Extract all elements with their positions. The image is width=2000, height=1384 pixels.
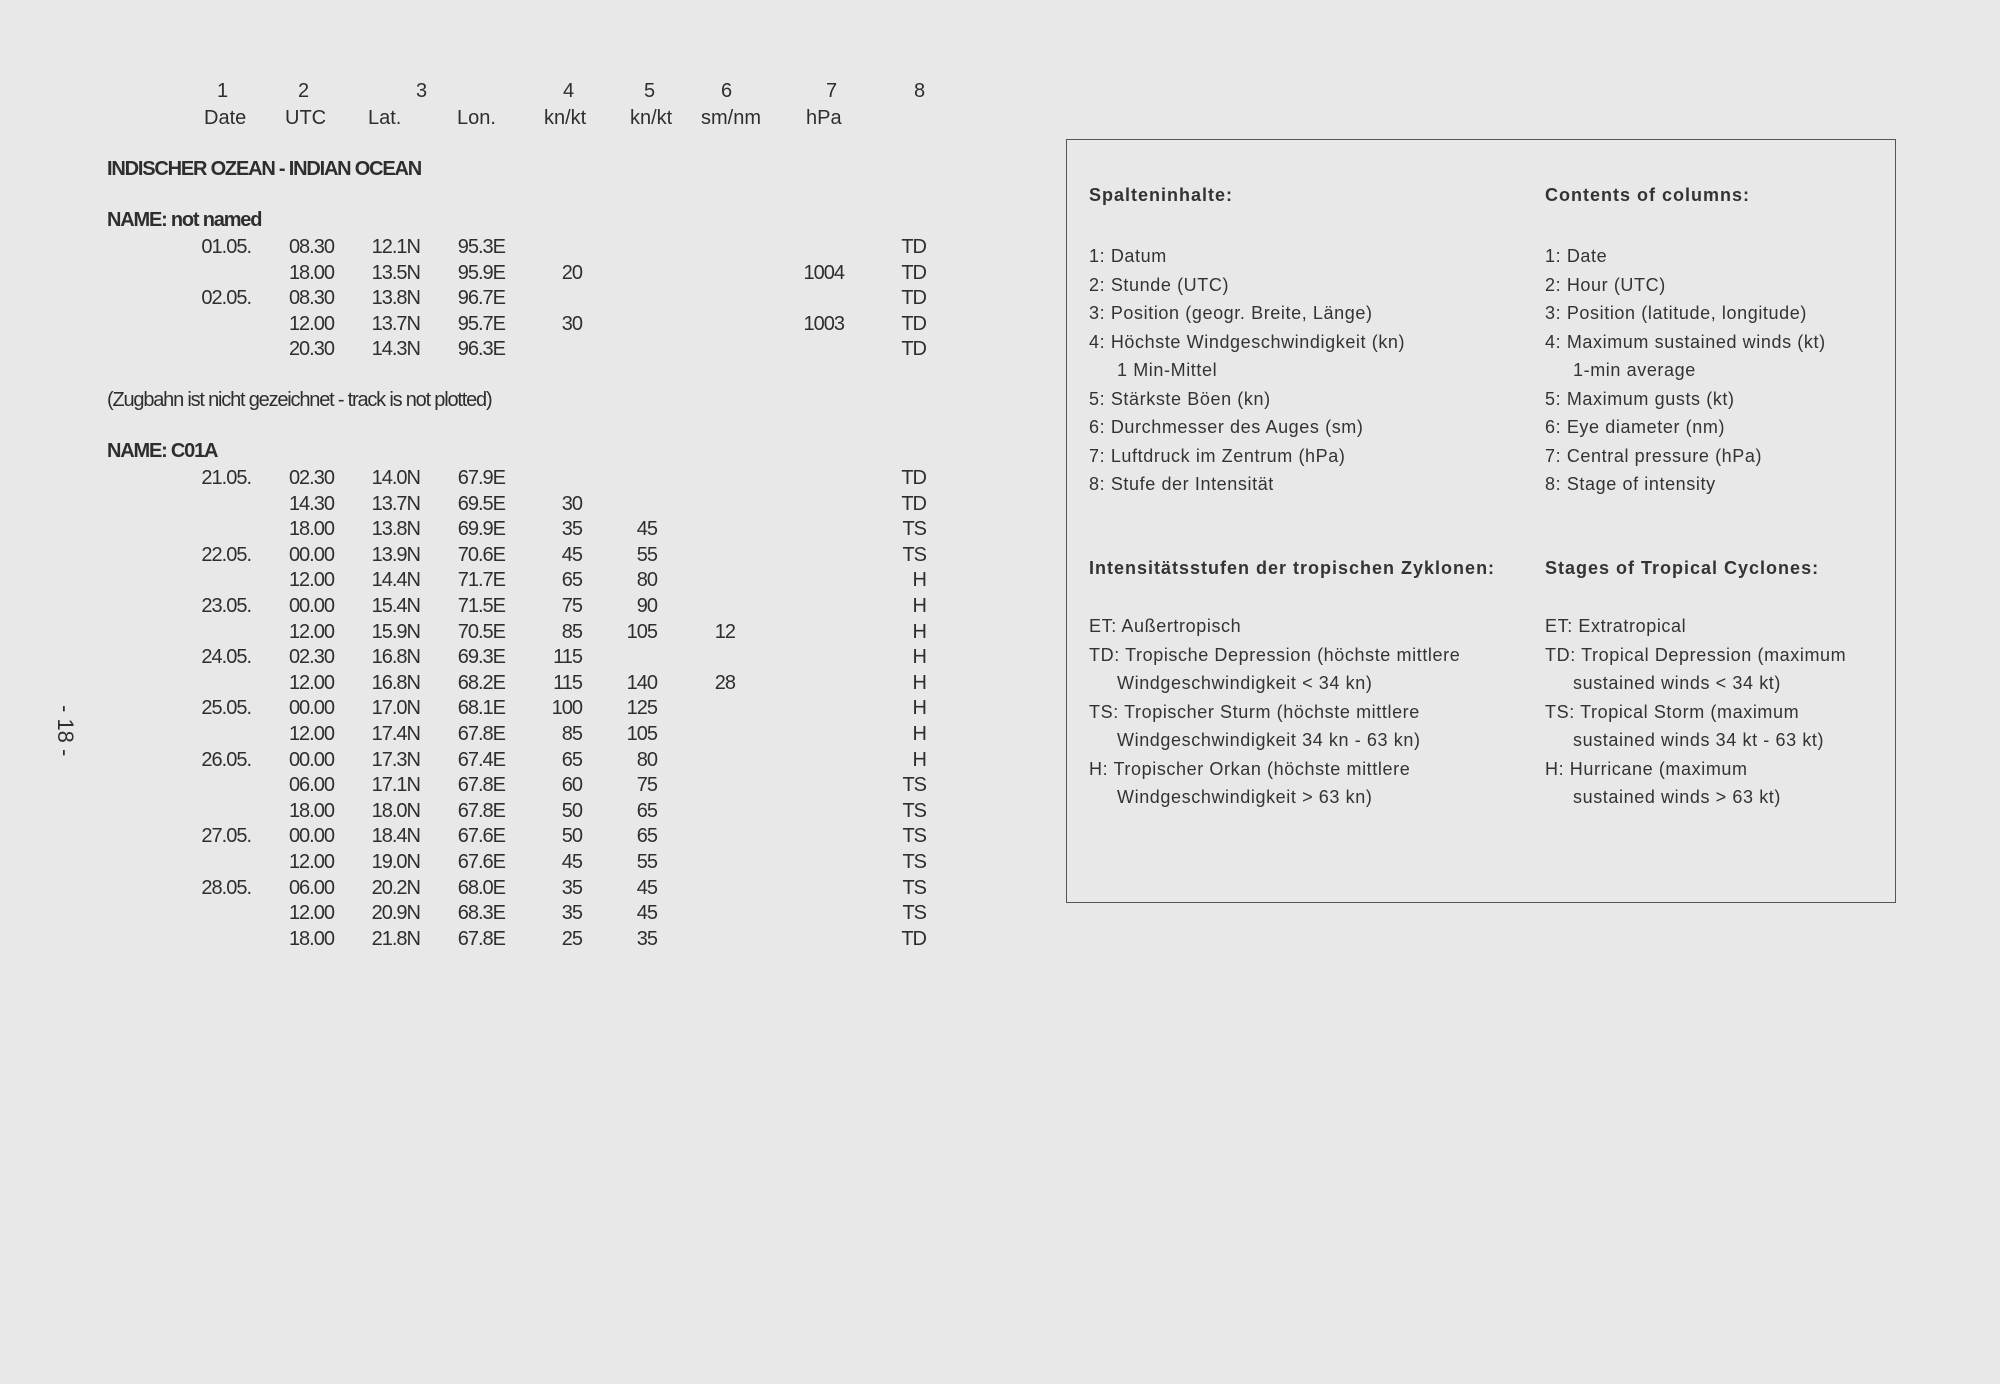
column-number-3: 3 [416, 80, 428, 102]
legend-de-stage-title: Intensitätsstufen der tropischen Zyklonen: [1089, 558, 1496, 578]
wind-cell: 60 [561, 774, 582, 797]
utc-cell: 18.00 [288, 927, 334, 950]
utc-cell: 00.00 [288, 697, 334, 720]
stage-cell: H [912, 748, 926, 771]
utc-cell: 14.30 [288, 492, 334, 515]
lat-cell: 13.8N [371, 518, 420, 541]
wind-cell: 115 [553, 646, 582, 669]
utc-cell: 00.00 [288, 595, 334, 617]
legend-line: ET: Außertropisch [1089, 616, 1242, 636]
stage-cell: TS [902, 518, 926, 541]
lon-cell: 67.8E [457, 799, 505, 822]
storm-name: NAME: not named [107, 209, 262, 231]
legend-line: 1: Date [1545, 246, 1608, 266]
legend-line: sustained winds > 63 kt) [1573, 787, 1782, 807]
lon-cell: 96.7E [457, 287, 505, 310]
legend-de-title: Spalteninhalte: [1089, 185, 1234, 205]
stage-cell: TD [901, 467, 926, 489]
stage-cell: TS [902, 543, 926, 566]
lon-cell: 68.2E [457, 671, 505, 694]
storm-note: (Zugbahn ist nicht gezeichnet - track is not plotted) [107, 389, 492, 411]
wind-cell: 75 [561, 595, 582, 617]
legend-line: 7: Central pressure (hPa) [1545, 445, 1763, 466]
lat-cell: 15.9N [371, 620, 420, 643]
lat-cell: 14.3N [371, 338, 420, 361]
wind-cell: 45 [561, 543, 582, 566]
stage-cell: H [912, 671, 926, 694]
stage-cell: TD [901, 236, 926, 258]
stage-cell: TS [902, 851, 926, 873]
date-cell: 23.05. [201, 595, 251, 617]
lat-cell: 13.5N [371, 261, 420, 284]
lon-cell: 67.6E [457, 851, 505, 873]
stage-cell: TD [901, 287, 926, 310]
utc-cell: 00.00 [288, 543, 334, 566]
column-unit-lon: Lon. [457, 107, 496, 129]
lon-cell: 69.5E [457, 492, 505, 515]
legend-line: 1 Min-Mittel [1117, 360, 1218, 380]
legend-line: ET: Extratropical [1545, 616, 1687, 636]
utc-cell: 02.30 [288, 646, 334, 669]
lat-cell: 17.0N [371, 697, 420, 720]
legend-line: H: Tropischer Orkan (höchste mittlere [1089, 758, 1411, 779]
gust-cell: 140 [626, 671, 657, 694]
utc-cell: 00.00 [288, 748, 334, 771]
lat-cell: 20.2N [371, 876, 420, 899]
lat-cell: 16.8N [371, 646, 420, 669]
column-number-5: 5 [644, 80, 656, 102]
column-number-2: 2 [298, 80, 310, 102]
utc-cell: 18.00 [288, 261, 334, 284]
lat-cell: 19.0N [371, 851, 420, 873]
eye-cell: 28 [714, 671, 735, 694]
stage-cell: H [912, 569, 926, 592]
lon-cell: 67.9E [457, 467, 505, 489]
gust-cell: 65 [636, 825, 657, 848]
legend-line: Windgeschwindigkeit > 63 kn) [1117, 787, 1373, 807]
utc-cell: 08.30 [288, 236, 334, 258]
utc-cell: 06.00 [288, 876, 334, 899]
stage-cell: TS [902, 902, 926, 925]
lat-cell: 15.4N [371, 595, 420, 617]
legend-line: sustained winds 34 kt - 63 kt) [1573, 730, 1825, 750]
wind-cell: 35 [561, 876, 582, 899]
lon-cell: 68.1E [457, 697, 505, 720]
date-cell: 26.05. [201, 748, 251, 771]
utc-cell: 12.00 [288, 723, 334, 745]
lon-cell: 70.5E [457, 620, 505, 643]
date-cell: 02.05. [201, 287, 251, 310]
utc-cell: 12.00 [288, 671, 334, 694]
legend-en-title: Contents of columns: [1545, 185, 1750, 205]
legend-line: 8: Stufe der Intensität [1089, 474, 1274, 494]
date-cell: 24.05. [201, 646, 251, 669]
stage-cell: TS [902, 825, 926, 848]
lon-cell: 71.7E [457, 569, 505, 592]
gust-cell: 105 [626, 723, 657, 745]
wind-cell: 65 [561, 569, 582, 592]
gust-cell: 55 [636, 851, 657, 873]
legend-line: 3: Position (geogr. Breite, Länge) [1089, 303, 1373, 323]
utc-cell: 02.30 [288, 467, 334, 489]
wind-cell: 85 [561, 723, 582, 745]
legend-en-stage-title: Stages of Tropical Cyclones: [1545, 558, 1820, 578]
wind-cell: 35 [561, 902, 582, 925]
wind-cell: 115 [553, 671, 582, 694]
stage-cell: H [912, 620, 926, 643]
lon-cell: 68.3E [457, 902, 505, 925]
lat-cell: 13.7N [371, 312, 420, 335]
lon-cell: 95.9E [457, 261, 505, 284]
legend-line: 7: Luftdruck im Zentrum (hPa) [1089, 445, 1346, 466]
legend-line: TS: Tropical Storm (maximum [1545, 701, 1800, 722]
stage-cell: H [912, 723, 926, 745]
legend-line: 5: Maximum gusts (kt) [1545, 388, 1735, 409]
utc-cell: 20.30 [288, 338, 334, 361]
date-cell: 27.05. [201, 825, 251, 848]
date-cell: 21.05. [201, 467, 251, 489]
column-unit-eye: sm/nm [701, 107, 761, 129]
gust-cell: 45 [636, 902, 657, 925]
stage-cell: TD [901, 927, 926, 950]
gust-cell: 65 [636, 799, 657, 822]
column-number-4: 4 [563, 80, 575, 102]
lon-cell: 68.0E [457, 876, 505, 899]
date-cell: 22.05. [201, 543, 251, 566]
utc-cell: 00.00 [288, 825, 334, 848]
column-number-6: 6 [721, 80, 733, 102]
legend-line: TD: Tropische Depression (höchste mittlere [1089, 644, 1461, 665]
section-title: INDISCHER OZEAN - INDIAN OCEAN [107, 158, 422, 180]
gust-cell: 75 [636, 774, 657, 797]
legend-line: 4: Maximum sustained winds (kt) [1545, 331, 1826, 352]
legend-line: 6: Durchmesser des Auges (sm) [1089, 417, 1364, 437]
legend-line: 4: Höchste Windgeschwindigkeit (kn) [1089, 331, 1406, 352]
legend-line: sustained winds < 34 kt) [1573, 673, 1782, 693]
lat-cell: 12.1N [371, 236, 420, 258]
lat-cell: 18.4N [371, 825, 420, 848]
stage-cell: TD [901, 338, 926, 361]
utc-cell: 12.00 [288, 902, 334, 925]
gust-cell: 90 [636, 595, 657, 617]
lon-cell: 95.3E [457, 236, 505, 258]
lon-cell: 96.3E [457, 338, 505, 361]
legend-line: 2: Stunde (UTC) [1089, 274, 1230, 295]
utc-cell: 06.00 [288, 774, 334, 797]
legend-line: H: Hurricane (maximum [1545, 758, 1748, 779]
lon-cell: 67.8E [457, 723, 505, 745]
utc-cell: 08.30 [288, 287, 334, 310]
lat-cell: 14.0N [371, 467, 420, 489]
lat-cell: 21.8N [371, 927, 420, 950]
stage-cell: TS [902, 799, 926, 822]
legend-line: 8: Stage of intensity [1545, 474, 1716, 494]
legend-line: 1: Datum [1089, 246, 1167, 266]
stage-cell: TD [901, 492, 926, 515]
column-unit-wind: kn/kt [544, 107, 587, 129]
column-unit-pressure: hPa [806, 107, 842, 129]
utc-cell: 12.00 [288, 620, 334, 643]
wind-cell: 20 [561, 261, 582, 284]
gust-cell: 55 [636, 543, 657, 566]
column-unit-date: Date [204, 107, 247, 129]
stage-cell: TD [901, 312, 926, 335]
legend-line: 5: Stärkste Böen (kn) [1089, 388, 1271, 409]
date-cell: 01.05. [201, 236, 251, 258]
wind-cell: 85 [561, 620, 582, 643]
stage-cell: H [912, 595, 926, 617]
wind-cell: 35 [561, 518, 582, 541]
date-cell: 25.05. [201, 697, 251, 720]
stage-cell: H [912, 646, 926, 669]
lat-cell: 17.4N [371, 723, 420, 745]
wind-cell: 50 [561, 799, 582, 822]
utc-cell: 18.00 [288, 518, 334, 541]
lon-cell: 69.9E [457, 518, 505, 541]
lon-cell: 67.6E [457, 825, 505, 848]
lat-cell: 13.9N [371, 543, 420, 566]
utc-cell: 12.00 [288, 569, 334, 592]
lon-cell: 67.4E [457, 748, 505, 771]
lat-cell: 17.3N [371, 748, 420, 771]
page-number: - 18 - [53, 705, 78, 757]
lat-cell: 14.4N [371, 569, 420, 592]
gust-cell: 80 [636, 569, 657, 592]
lon-cell: 71.5E [457, 595, 505, 617]
table-row [0, 902, 2000, 927]
gust-cell: 45 [636, 518, 657, 541]
wind-cell: 100 [551, 697, 582, 720]
gust-cell: 105 [626, 620, 657, 643]
wind-cell: 30 [561, 492, 582, 515]
lon-cell: 95.7E [457, 312, 505, 335]
table-row [0, 928, 2000, 953]
legend-line: Windgeschwindigkeit 34 kn - 63 kn) [1117, 730, 1421, 750]
legend-line: 3: Position (latitude, longitude) [1545, 303, 1807, 323]
stage-cell: TS [902, 774, 926, 797]
wind-cell: 45 [561, 851, 582, 873]
lat-cell: 13.8N [371, 287, 420, 310]
wind-cell: 25 [561, 927, 582, 950]
date-cell: 28.05. [201, 876, 251, 899]
lon-cell: 67.8E [457, 774, 505, 797]
column-number-1: 1 [217, 80, 229, 102]
lat-cell: 18.0N [371, 799, 420, 822]
wind-cell: 30 [561, 312, 582, 335]
legend-line: Windgeschwindigkeit < 34 kn) [1117, 673, 1373, 693]
legend-line: 1-min average [1573, 360, 1696, 380]
column-number-7: 7 [826, 80, 838, 102]
wind-cell: 50 [561, 825, 582, 848]
gust-cell: 125 [626, 697, 657, 720]
gust-cell: 35 [636, 927, 657, 950]
legend-box [1066, 139, 1896, 903]
stage-cell: TS [902, 876, 926, 899]
pressure-cell: 1004 [803, 261, 844, 284]
lon-cell: 69.3E [457, 646, 505, 669]
legend-line: TS: Tropischer Sturm (höchste mittlere [1089, 701, 1420, 722]
lat-cell: 17.1N [371, 774, 420, 797]
lat-cell: 16.8N [371, 671, 420, 694]
column-unit-utc: UTC [285, 107, 327, 129]
stage-cell: H [912, 697, 926, 720]
pressure-cell: 1003 [803, 312, 844, 335]
stage-cell: TD [901, 261, 926, 284]
legend-line: 2: Hour (UTC) [1545, 274, 1666, 295]
legend-line: TD: Tropical Depression (maximum [1545, 644, 1847, 665]
utc-cell: 18.00 [288, 799, 334, 822]
storm-name: NAME: C01A [107, 440, 218, 462]
utc-cell: 12.00 [288, 851, 334, 873]
lon-cell: 70.6E [457, 543, 505, 566]
gust-cell: 45 [636, 876, 657, 899]
legend-line: 6: Eye diameter (nm) [1545, 417, 1726, 437]
lat-cell: 20.9N [371, 902, 420, 925]
lon-cell: 67.8E [457, 927, 505, 950]
gust-cell: 80 [636, 748, 657, 771]
column-unit-gust: kn/kt [630, 107, 673, 129]
column-unit-lat: Lat. [368, 107, 402, 129]
lat-cell: 13.7N [371, 492, 420, 515]
wind-cell: 65 [561, 748, 582, 771]
utc-cell: 12.00 [288, 312, 334, 335]
eye-cell: 12 [714, 620, 735, 643]
column-number-8: 8 [914, 80, 926, 102]
